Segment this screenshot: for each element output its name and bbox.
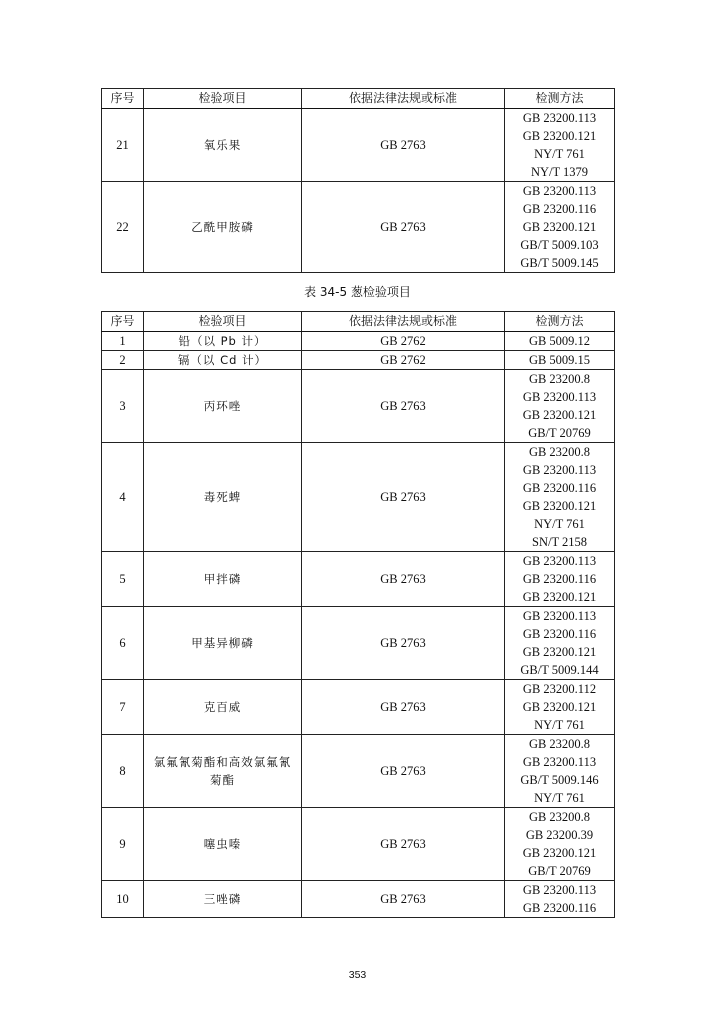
- method-line: GB 23200.116: [522, 901, 597, 915]
- item-name: 氧乐果: [203, 138, 242, 152]
- method-line: GB 23200.113: [522, 111, 597, 125]
- methods-cell: [505, 607, 615, 680]
- basis-cell: GB 2763: [302, 109, 505, 182]
- method-line: NY/T 1379: [530, 165, 589, 179]
- method-line: GB 23200.116: [522, 572, 597, 586]
- row-number-cell: 8: [102, 735, 144, 808]
- item-name: 氯氟氰菊酯和高效氯氟氰菊酯: [153, 755, 292, 787]
- basis-cell: GB 2762: [302, 351, 505, 370]
- basis-cell: GB 2763: [302, 182, 505, 273]
- basis-cell: GB 2763: [302, 808, 505, 881]
- item-cell: [144, 881, 302, 918]
- method-line: GB 23200.8: [528, 810, 591, 824]
- item-name: 镉（以 Cd 计）: [177, 353, 268, 367]
- item-name: 丙环唑: [203, 399, 242, 413]
- method-line: GB 23200.121: [522, 499, 597, 513]
- methods-cell: [505, 552, 615, 607]
- row-number-cell: 21: [102, 109, 144, 182]
- table-row: [102, 735, 615, 808]
- basis-cell: GB 2762: [302, 332, 505, 351]
- row-number-cell: 3: [102, 370, 144, 443]
- method-line: GB/T 5009.103: [520, 238, 599, 252]
- method-line: GB/T 5009.145: [520, 256, 599, 270]
- item-cell: [144, 332, 302, 351]
- table-row: [102, 808, 615, 881]
- column-header: 序号: [102, 89, 144, 109]
- column-header: 检验项目: [144, 89, 302, 109]
- table-row: [102, 552, 615, 607]
- item-name: 乙酰甲胺磷: [191, 220, 254, 234]
- method-line: GB 5009.12: [528, 334, 591, 348]
- method-line: GB 23200.113: [522, 554, 597, 568]
- row-number-cell: 5: [102, 552, 144, 607]
- basis-cell: GB 2763: [302, 881, 505, 918]
- item-cell: [144, 680, 302, 735]
- method-line: GB 23200.113: [522, 184, 597, 198]
- page-number: 353: [348, 969, 367, 981]
- method-line: GB 23200.121: [522, 220, 597, 234]
- method-line: GB 23200.121: [522, 129, 597, 143]
- row-number-cell: 7: [102, 680, 144, 735]
- item-cell: [144, 808, 302, 881]
- item-cell: [144, 109, 302, 182]
- basis-cell: GB 2763: [302, 552, 505, 607]
- table-row: [102, 443, 615, 552]
- column-header: 检测方法: [505, 312, 615, 332]
- method-line: GB 23200.121: [522, 645, 597, 659]
- method-line: GB 23200.113: [522, 609, 597, 623]
- table-34-5: [101, 311, 615, 918]
- method-line: GB 23200.113: [522, 390, 597, 404]
- table-row: [102, 680, 615, 735]
- item-name: 甲基异柳磷: [191, 636, 254, 650]
- row-number-cell: 2: [102, 351, 144, 370]
- method-line: GB/T 20769: [528, 426, 591, 440]
- row-number-cell: 9: [102, 808, 144, 881]
- method-line: NY/T 761: [534, 791, 585, 805]
- method-line: GB 23200.113: [522, 463, 597, 477]
- item-name: 噻虫嗪: [203, 837, 242, 851]
- basis-cell: GB 2763: [302, 735, 505, 808]
- method-line: GB 23200.116: [522, 627, 597, 641]
- row-number-cell: 6: [102, 607, 144, 680]
- method-line: GB/T 5009.146: [520, 773, 599, 787]
- basis-cell: GB 2763: [302, 443, 505, 552]
- column-header: 依据法律法规或标准: [302, 89, 505, 109]
- item-cell: [144, 607, 302, 680]
- method-line: GB 23200.113: [522, 755, 597, 769]
- item-name: 铅（以 Pb 计）: [178, 334, 267, 348]
- method-line: GB 23200.121: [522, 408, 597, 422]
- basis-cell: GB 2763: [302, 370, 505, 443]
- method-line: GB 23200.121: [522, 700, 597, 714]
- item-cell: [144, 370, 302, 443]
- methods-cell: [505, 808, 615, 881]
- column-header: 依据法律法规或标准: [302, 312, 505, 332]
- method-line: NY/T 761: [534, 147, 585, 161]
- table-row: [102, 182, 615, 273]
- method-line: SN/T 2158: [532, 535, 587, 549]
- methods-cell: [505, 109, 615, 182]
- methods-cell: [505, 351, 615, 370]
- item-name: 甲拌磷: [203, 572, 242, 586]
- method-line: GB 23200.113: [522, 883, 597, 897]
- methods-cell: [505, 332, 615, 351]
- methods-cell: [505, 735, 615, 808]
- table-header-row: [102, 89, 615, 109]
- method-line: GB 23200.116: [522, 202, 597, 216]
- column-header: 检验项目: [144, 312, 302, 332]
- methods-cell: [505, 443, 615, 552]
- table-caption: 表 34-5 葱检验项目: [304, 285, 411, 299]
- methods-cell: [505, 680, 615, 735]
- methods-cell: [505, 370, 615, 443]
- table-row: [102, 351, 615, 370]
- table-row: [102, 881, 615, 918]
- method-line: GB 23200.39: [525, 828, 594, 842]
- method-line: GB 23200.8: [528, 372, 591, 386]
- basis-cell: GB 2763: [302, 607, 505, 680]
- row-number-cell: 4: [102, 443, 144, 552]
- method-line: GB 5009.15: [528, 353, 591, 367]
- method-line: GB 23200.121: [522, 590, 597, 604]
- row-number-cell: 10: [102, 881, 144, 918]
- table-row: [102, 607, 615, 680]
- item-name: 克百威: [203, 700, 242, 714]
- row-number-cell: 22: [102, 182, 144, 273]
- method-line: GB 23200.116: [522, 481, 597, 495]
- methods-cell: [505, 182, 615, 273]
- item-name: 三唑磷: [203, 892, 242, 906]
- table-row: [102, 370, 615, 443]
- item-cell: [144, 735, 302, 808]
- method-line: GB 23200.121: [522, 846, 597, 860]
- column-header: 检测方法: [505, 89, 615, 109]
- method-line: NY/T 761: [534, 718, 585, 732]
- method-line: GB 23200.8: [528, 445, 591, 459]
- method-line: GB 23200.8: [528, 737, 591, 751]
- item-cell: [144, 182, 302, 273]
- item-cell: [144, 552, 302, 607]
- row-number-cell: 1: [102, 332, 144, 351]
- item-cell: [144, 443, 302, 552]
- method-line: GB/T 20769: [528, 864, 591, 878]
- column-header: 序号: [102, 312, 144, 332]
- table-row: [102, 109, 615, 182]
- methods-cell: [505, 881, 615, 918]
- method-line: GB 23200.112: [522, 682, 597, 696]
- method-line: GB/T 5009.144: [520, 663, 599, 677]
- basis-cell: GB 2763: [302, 680, 505, 735]
- item-name: 毒死蜱: [203, 490, 242, 504]
- table-header-row: [102, 312, 615, 332]
- item-cell: [144, 351, 302, 370]
- table-34-4-continued: [101, 88, 615, 273]
- table-row: [102, 332, 615, 351]
- method-line: NY/T 761: [534, 517, 585, 531]
